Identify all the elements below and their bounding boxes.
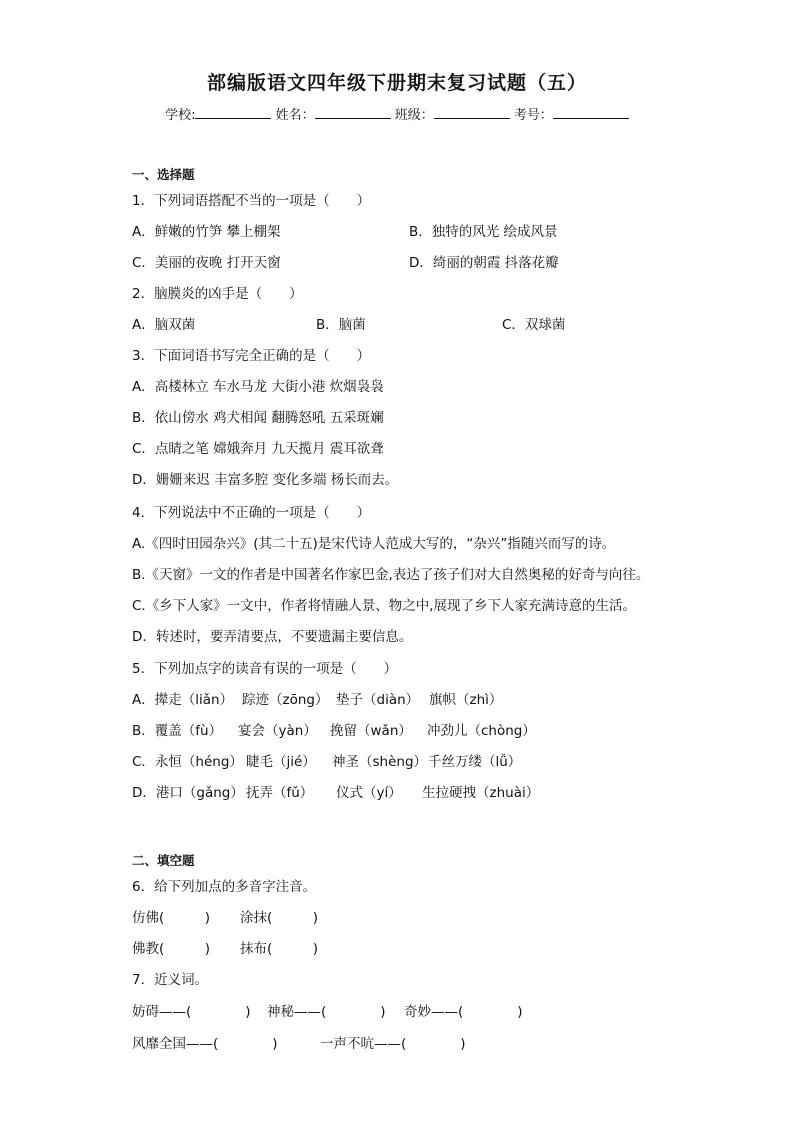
synonym-item-5[interactable]: 一声不吭——( ) [320,1036,466,1052]
synonym-item-4[interactable]: 风靡全国——( ) [132,1036,278,1052]
question-6: 6．给下列加点的多音字注音。 [132,879,317,895]
option-d: D．绮丽的朝霞 抖落花瓣 [409,255,559,271]
school-blank[interactable] [195,104,271,119]
question-5: 5．下列加点字的读音有误的一项是（ ） [132,661,398,677]
section-heading-choice: 一、选择题 [132,167,195,182]
synonym-item-1[interactable]: 妨碍——( ) [132,1004,251,1020]
question-2: 2．脑膜炎的凶手是（ ） [132,286,303,302]
option-a-word-2: 踪迹（zōng） [242,692,329,708]
option-d-word-2: 抚弄（fǔ） [246,785,314,801]
option-c-word-4: 千丝万缕（lǚ） [428,754,522,770]
question-3-option-c: C．点睛之笔 嫦娥奔月 九天揽月 震耳欲聋 [132,441,384,457]
option-d-word-3: 仪式（yí） [336,785,402,801]
option-a-word-1: A．撵走（liǎn） [132,692,234,708]
option-c: C．美丽的夜晚 打开天窗 [132,255,281,271]
option-d-word-4: 生拉硬拽（zhuài） [422,785,540,801]
class-label: 班级： [394,108,434,123]
name-blank[interactable] [315,104,391,119]
exam-number-label: 考号： [513,108,553,123]
question-7: 7．近义词。 [132,972,209,988]
polyphone-item-3[interactable]: 佛教( ) [132,941,211,957]
option-c-word-3: 神圣（shèng） [332,754,428,770]
page-title: 部编版语文四年级下册期末复习试题（五） [206,72,587,94]
option-b-word-4: 冲劲儿（chòng） [427,723,536,739]
question-4-option-a: A.《四时田园杂兴》(其二十五)是宋代诗人范成大写的，“杂兴”指随兴而写的诗。 [132,536,616,552]
option-b-word-1: B．覆盖（fù） [132,723,223,739]
school-label: 学校: [165,108,196,123]
question-4-option-d: D．转述时，要弄清要点，不要遗漏主要信息。 [132,629,413,645]
option-c-word-1: C．永恒（héng） [132,754,243,770]
option-a: A．脑双菌 [132,317,196,333]
question-1: 1．下列词语搭配不当的一项是（ ） [132,193,371,209]
synonym-item-3[interactable]: 奇妙——( ) [404,1004,523,1020]
question-4: 4．下列说法中不正确的一项是（ ） [132,505,371,521]
question-4-option-b: B.《天窗》一文的作者是中国著名作家巴金,表达了孩子们对大自然奥秘的好奇与向往。 [132,567,650,583]
polyphone-item-1[interactable]: 仿佛( ) [132,910,211,926]
synonym-item-2[interactable]: 神秘——( ) [267,1004,386,1020]
option-c: C．双球菌 [502,317,566,333]
option-b-word-3: 挽留（wǎn） [330,723,412,739]
option-a-word-4: 旗帜（zhì） [429,692,503,708]
question-3-option-d: D．姗姗来迟 丰富多腔 变化多端 杨长而去。 [132,472,399,488]
student-info-row [0,104,794,123]
option-a: A．鲜嫩的竹笋 攀上棚架 [132,224,281,240]
class-blank[interactable] [434,104,510,119]
polyphone-item-2[interactable]: 涂抹( ) [240,910,319,926]
option-d-word-1: D．港口（gǎng） [132,785,244,801]
option-b: B．独特的风光 绘成风景 [409,224,558,240]
section-heading-fill: 二、填空题 [132,853,195,868]
option-a-word-3: 垫子（diàn） [336,692,420,708]
exam-number-blank[interactable] [553,104,629,119]
question-3-option-b: B．依山傍水 鸡犬相闻 翻腾怒吼 五采斑斓 [132,410,384,426]
polyphone-item-4[interactable]: 抹布( ) [240,941,319,957]
name-label: 姓名： [275,108,315,123]
option-c-word-2: 睫毛（jié） [246,754,316,770]
option-b: B．脑菌 [316,317,366,333]
question-3-option-a: A．高楼林立 车水马龙 大街小港 炊烟袅袅 [132,379,384,395]
question-4-option-c: C.《乡下人家》一文中，作者将情融人景、物之中,展现了乡下人家充满诗意的生活。 [132,598,637,614]
option-b-word-2: 宴会（yàn） [238,723,317,739]
question-3: 3．下面词语书写完全正确的是（ ） [132,348,371,364]
